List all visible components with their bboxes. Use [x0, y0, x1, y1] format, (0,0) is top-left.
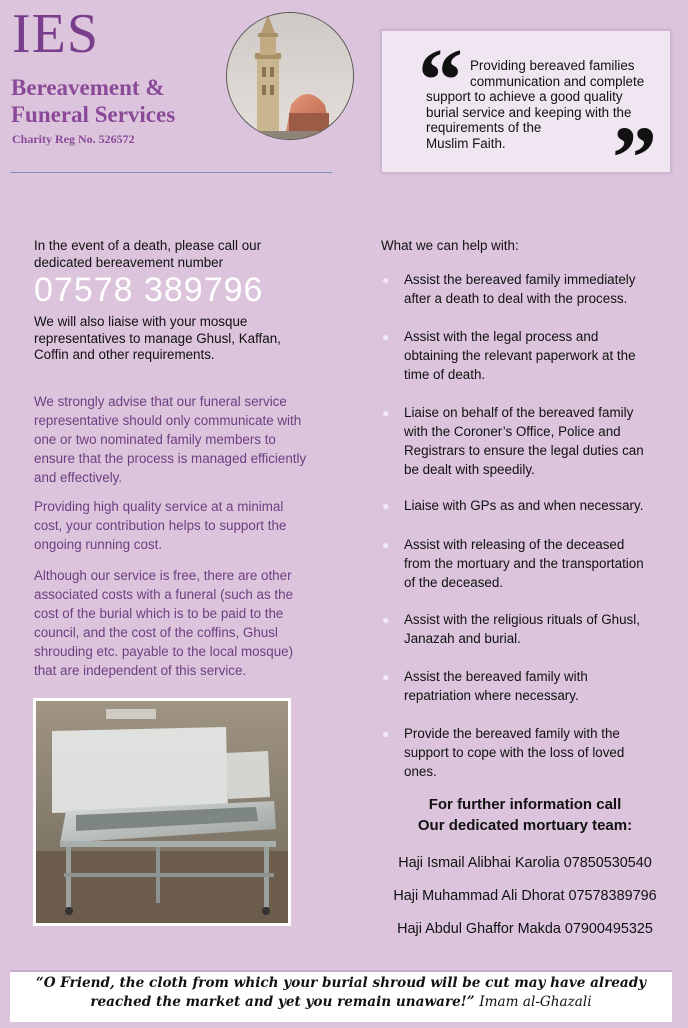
mortuary-table-photo — [33, 698, 291, 926]
item-line: Registrars to ensure the legal duties can — [404, 443, 644, 458]
footer-quote — [10, 974, 672, 1012]
quote-line: burial service and keeping with the — [426, 104, 632, 120]
footer-quote-line-2-text: reached the market and yet you remain unaware!” — [90, 994, 475, 1010]
close-quote-icon: ” — [612, 109, 657, 208]
mosque-image — [226, 12, 354, 140]
intro-line: dedicated bereavement number — [34, 254, 224, 270]
quote-attribution: Imam al-Ghazali — [479, 994, 592, 1010]
footer-quote-line-1: “O Friend, the cloth from which your burial shroud will be cut may have already — [35, 975, 647, 991]
contact-entry[interactable]: Haji Abdul Ghaffor Makda 07900495325 — [397, 921, 653, 937]
contribution-note — [34, 497, 334, 554]
contact-entry[interactable]: Haji Ismail Alibhai Karolia 07850530540 — [398, 855, 652, 871]
item-line: Liaise with GPs as and when necessary. — [404, 498, 644, 513]
para-line: representative should only communicate with — [34, 413, 302, 428]
mission-quote-text — [426, 58, 666, 151]
item-line: Liaise on behalf of the bereaved family — [404, 405, 634, 420]
logo-title-line-2: Funeral Services — [11, 102, 176, 127]
liaison-line: We will also liaise with your mosque — [34, 314, 248, 329]
list-item — [381, 327, 681, 384]
item-line: Provide the bereaved family with the — [404, 726, 620, 741]
para-line: cost of the burial which is to be paid to the — [34, 606, 284, 621]
para-line: We strongly advise that our funeral service — [34, 394, 287, 409]
quote-line: support to achieve a good quality — [426, 89, 623, 104]
charity-reg-number: Charity Reg No. 526572 — [12, 132, 135, 146]
para-line: cost, your contribution helps to support the — [34, 518, 287, 533]
para-line: and effectively. — [34, 470, 123, 485]
bullet-icon: ● — [382, 406, 390, 420]
open-quote-icon: “ — [418, 31, 463, 130]
bullet-icon: ● — [382, 499, 390, 513]
item-line: support to cope with the loss of loved — [404, 745, 625, 760]
list-item — [381, 535, 681, 592]
communication-advice — [34, 392, 334, 487]
bullet-icon: ● — [382, 727, 390, 741]
bullet-icon: ● — [382, 538, 390, 552]
list-item — [381, 724, 681, 781]
costs-note — [34, 566, 334, 680]
para-line: shrouding etc. payable to the local mosque) — [34, 644, 294, 659]
item-line: Assist the bereaved family immediately — [404, 272, 636, 287]
bullet-icon: ● — [382, 273, 390, 287]
item-line: repatriation where necessary. — [404, 688, 579, 703]
bullet-icon: ● — [382, 613, 390, 627]
contact-heading-line-2: Our dedicated mortuary team: — [417, 817, 633, 834]
item-line: obtaining the relevant paperwork at the — [404, 348, 636, 363]
item-line: be dealt with speedily. — [404, 462, 535, 477]
item-line: of the deceased. — [404, 575, 504, 590]
bullet-icon: ● — [382, 670, 390, 684]
quote-line: Providing bereaved families — [470, 58, 635, 73]
logo-title — [11, 74, 241, 128]
item-line: after a death to deal with the process. — [404, 291, 628, 306]
para-line: that are independent of this service. — [34, 663, 247, 678]
list-item — [381, 496, 681, 515]
liaison-line: representatives to manage Ghusl, Kaffan, — [34, 330, 281, 346]
mosque-liaison-text — [34, 314, 334, 364]
list-item — [381, 610, 681, 648]
logo-title-line-1: Bereavement & — [11, 75, 165, 100]
logo-ies: IES — [12, 3, 99, 65]
list-item — [381, 270, 681, 308]
contact-heading-line-1: For further information call — [428, 796, 622, 813]
item-line: Assist with the legal process and — [404, 329, 599, 344]
item-line: with the Coroner’s Office, Police and — [404, 424, 621, 439]
list-item — [381, 403, 681, 479]
liaison-line: Coffin and other requirements. — [34, 347, 215, 362]
quote-line: requirements of the — [426, 120, 542, 135]
item-line: Janazah and burial. — [404, 631, 521, 646]
emergency-intro — [34, 238, 334, 271]
quote-line: communication and complete — [470, 73, 645, 89]
item-line: from the mortuary and the transportation — [404, 556, 644, 571]
para-line: Although our service is free, there are other — [34, 568, 292, 583]
para-line: Providing high quality service at a minimal — [34, 499, 284, 514]
para-line: associated costs with a funeral (such as the — [34, 587, 294, 602]
para-line: ensure that the process is managed efficiently — [34, 451, 307, 466]
para-line: ongoing running cost. — [34, 537, 163, 552]
bullet-icon: ● — [382, 330, 390, 344]
contact-entry[interactable]: Haji Muhammad Ali Dhorat 07578389796 — [393, 888, 657, 904]
para-line: one or two nominated family members to — [34, 432, 276, 447]
para-line: council, and the cost of the coffins, Ghusl — [34, 625, 278, 640]
item-line: Assist the bereaved family with — [404, 669, 588, 684]
item-line: Assist with the religious rituals of Ghusl, — [404, 612, 640, 627]
help-section-title: What we can help with: — [381, 238, 519, 253]
contact-heading — [370, 794, 680, 836]
header-divider — [10, 172, 332, 173]
intro-line: In the event of a death, please call our — [34, 238, 262, 253]
bereavement-phone-number[interactable]: 07578 389796 — [34, 271, 264, 309]
list-item — [381, 667, 681, 705]
footer-quote-line-2 — [10, 993, 672, 1012]
item-line: Assist with releasing of the deceased — [404, 537, 625, 552]
quote-line: Muslim Faith. — [426, 135, 506, 151]
item-line: ones. — [404, 764, 437, 779]
item-line: time of death. — [404, 367, 486, 382]
